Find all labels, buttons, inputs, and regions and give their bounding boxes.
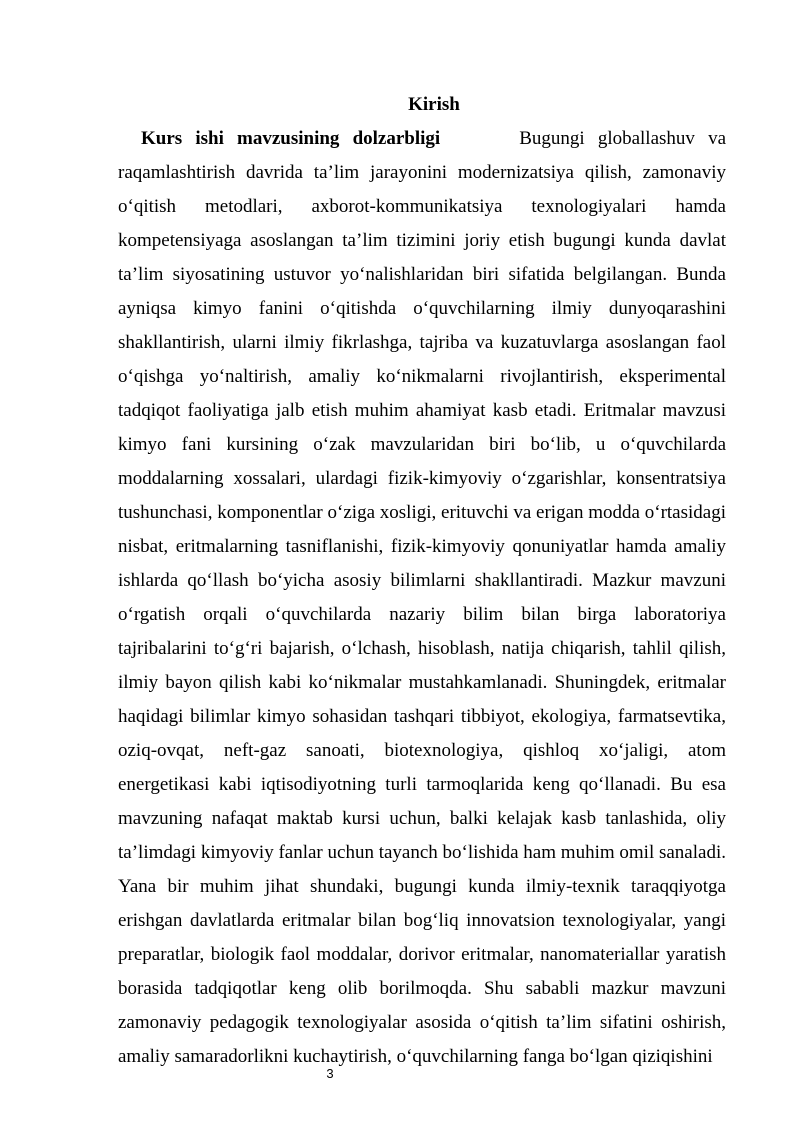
body-paragraph (118, 122, 726, 1074)
paragraph-text: Bugungi globallashuv va raqamlashtirish davrida ta’lim jarayonini modernizatsiya qilish, zamonaviy o‘qitish metodlari, axborot-kommunikatsiya texnologiyalari hamda kompetensiyaga asoslangan ta’lim tizimini joriy etish bugungi kunda davlat ta’lim siyosatining ustuvor yo‘nalishlaridan biri sifatida belgilangan. Bunda ayniqsa kimyo fanini o‘qitishda o‘quvchilarning ilmiy dunyoqarashini shakllantirish, ularni ilmiy fikrlashga, tajriba va kuzatuvlarga asoslangan faol o‘qishga yo‘naltirish, amaliy ko‘nikmalarni rivojlantirish, eksperimental tadqiqot faoliyatiga jalb etish muhim ahamiyat kasb etadi. Eritmalar mavzusi kimyo fani kursining o‘zak mavzularidan biri bo‘lib, u o‘quvchilarda moddalarning xossalari, ulardagi fizik-kimyoviy o‘zgarishlar, konsentratsiya tushunchasi, komponentlar o‘ziga xosligi, erituvchi va erigan modda o‘rtasidagi nisbat, eritmalarning tasniflanishi, fizik-kimyoviy qonuniyatlar hamda amaliy ishlarda qo‘llash bo‘yicha asosiy bilimlarni shakllantiradi. Mazkur mavzuni o‘rgatish orqali o‘quvchilarda nazariy bilim bilan birga laboratoriya tajribalarini to‘g‘ri bajarish, o‘lchash, hisoblash, natija chiqarish, tahlil qilish, ilmiy bayon qilish kabi ko‘nikmalar mustahkamlanadi. Shuningdek, eritmalar haqidagi bilimlar kimyo sohasidan tashqari tibbiyot, ekologiya, farmatsevtika, oziq-ovqat, neft-gaz sanoati, biotexnologiya, qishloq xo‘jaligi, atom energetikasi kabi iqtisodiyotning turli tarmoqlarida keng qo‘llanadi. Bu esa mavzuning nafaqat maktab kursi uchun, balki kelajak kasb tanlashida, oliy ta’limdagi kimyoviy fanlar uchun tayanch bo‘lishida ham muhim omil sanaladi. Yana bir muhim jihat shundaki, bugungi kunda ilmiy-texnik taraqqiyotga erishgan davlatlarda eritmalar bilan bog‘liq innovatsion texnologiyalar, yangi preparatlar, biologik faol moddalar, dorivor eritmalar, nanomateriallar yaratish borasida tadqiqotlar keng olib borilmoqda. Shu sababli mazkur mavzuni zamonaviy pedagogik texnologiyalar asosida o‘qitish ta’lim sifatini oshirish, amaliy samaradorlikni kuchaytirish, o‘quvchilarning fanga bo‘lgan qiziqishini (118, 128, 727, 1067)
section-heading: Kirish (408, 94, 460, 115)
lead-phrase: Kurs ishi mavzusining dolzarbligi (141, 128, 441, 149)
page-number: 3 (326, 1066, 334, 1081)
